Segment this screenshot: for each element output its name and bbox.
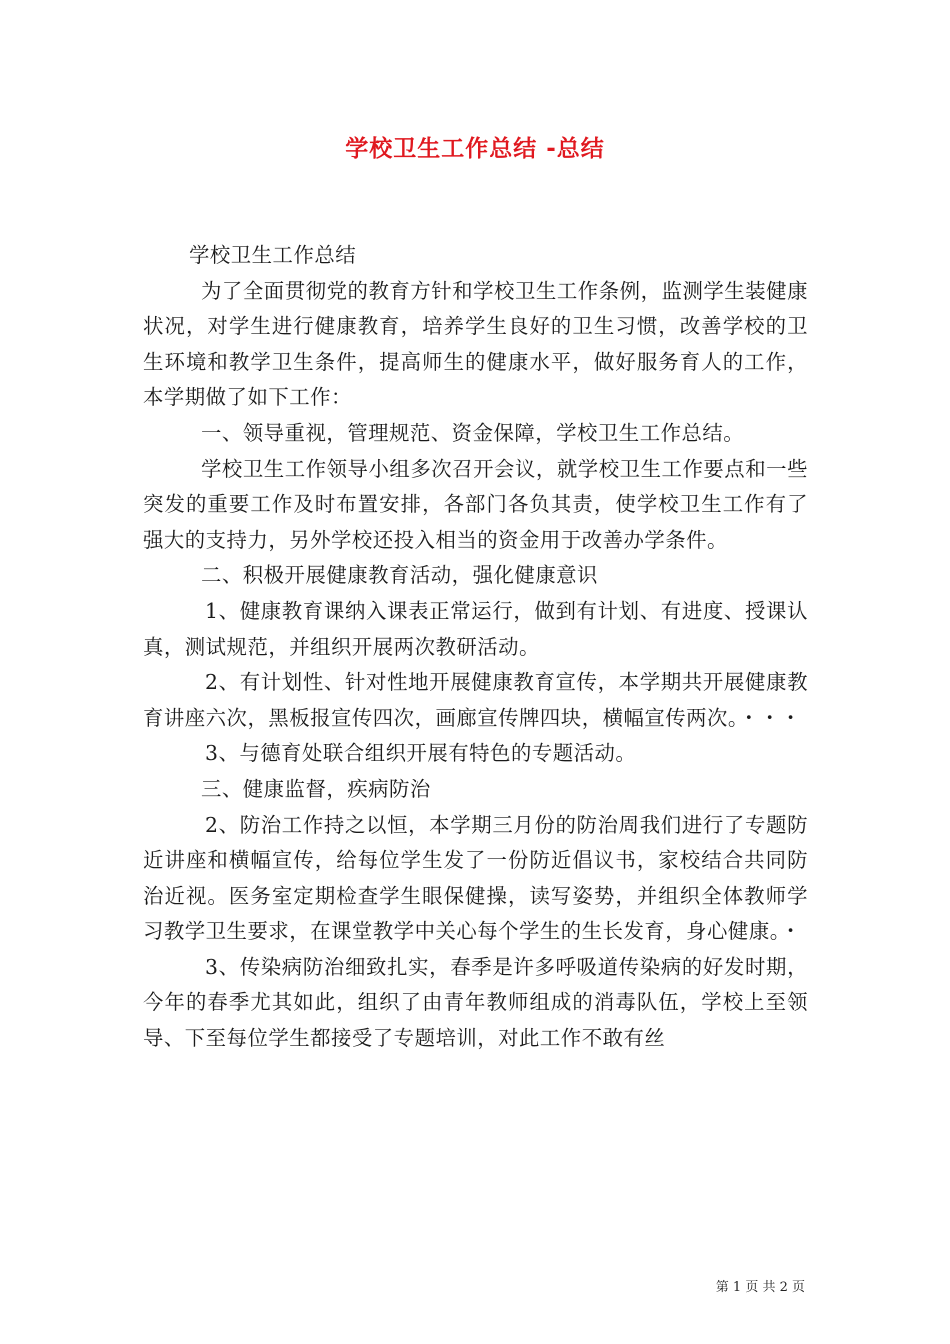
- paragraph-item-3: 3、与德育处联合组织开展有特色的专题活动。: [205, 741, 637, 766]
- paragraph-section-1-heading: 一、领导重视，管理规范、资金保障，学校卫生工作总结。: [201, 420, 745, 445]
- document-body: [143, 238, 808, 1057]
- paragraph-subtitle: 学校卫生工作总结: [189, 243, 357, 267]
- paragraph-section-2-heading: 二、积极开展健康教育活动，强化健康意识: [201, 563, 598, 588]
- page-number-footer: 第 1 页 共 2 页: [715, 1280, 805, 1295]
- paragraph-section-3-heading: 三、健康监督，疾病防治: [201, 776, 431, 801]
- document-title: 学校卫生工作总结 -总结: [345, 136, 605, 162]
- paragraph-item-prevention: 2、防治工作持之以恒，本学期三月份的防治周我们进行了专题防近讲座和横幅宣传，给每位学生发了一份防近倡议书，家校结合共同防治近视。医务室定期检查学生眼保健操，读写姿势，并组织全体教师学习教学卫生要求，在课堂教学中关心每个学生的生长发育，身心健康。・: [143, 812, 808, 944]
- paragraph-item-infectious-disease: 3、传染病防治细致扎实，春季是许多呼吸道传染病的好发时期，今年的春季尤其如此，组织了由青年教师组成的消毒队伍，学校上至领导、下至每位学生都接受了专题培训，对此工作不敢有丝: [143, 954, 808, 1051]
- paragraph-intro: 为了全面贯彻党的教育方针和学校卫生工作条例，监测学生装健康状况，对学生进行健康教育，培养学生良好的卫生习惯，改善学校的卫生环境和教学卫生条件，提高师生的健康水平，做好服务育人的工作，本学期做了如下工作：: [143, 278, 808, 410]
- paragraph-section-1-body: 学校卫生工作领导小组多次召开会议，就学校卫生工作要点和一些突发的重要工作及时布置安排，各部门各负其责，使学校卫生工作有了强大的支持力，另外学校还投入相当的资金用于改善办学条件。: [143, 456, 808, 552]
- paragraph-item-1: 1、健康教育课纳入课表正常运行，做到有计划、有进度、授课认真，测试规范，并组织开展两次教研活动。: [143, 598, 808, 659]
- paragraph-item-2: 2、有计划性、针对性地开展健康教育宣传，本学期共开展健康教育讲座六次，黑板报宣传四次，画廊宣传牌四块，横幅宣传两次。・・・: [143, 670, 808, 730]
